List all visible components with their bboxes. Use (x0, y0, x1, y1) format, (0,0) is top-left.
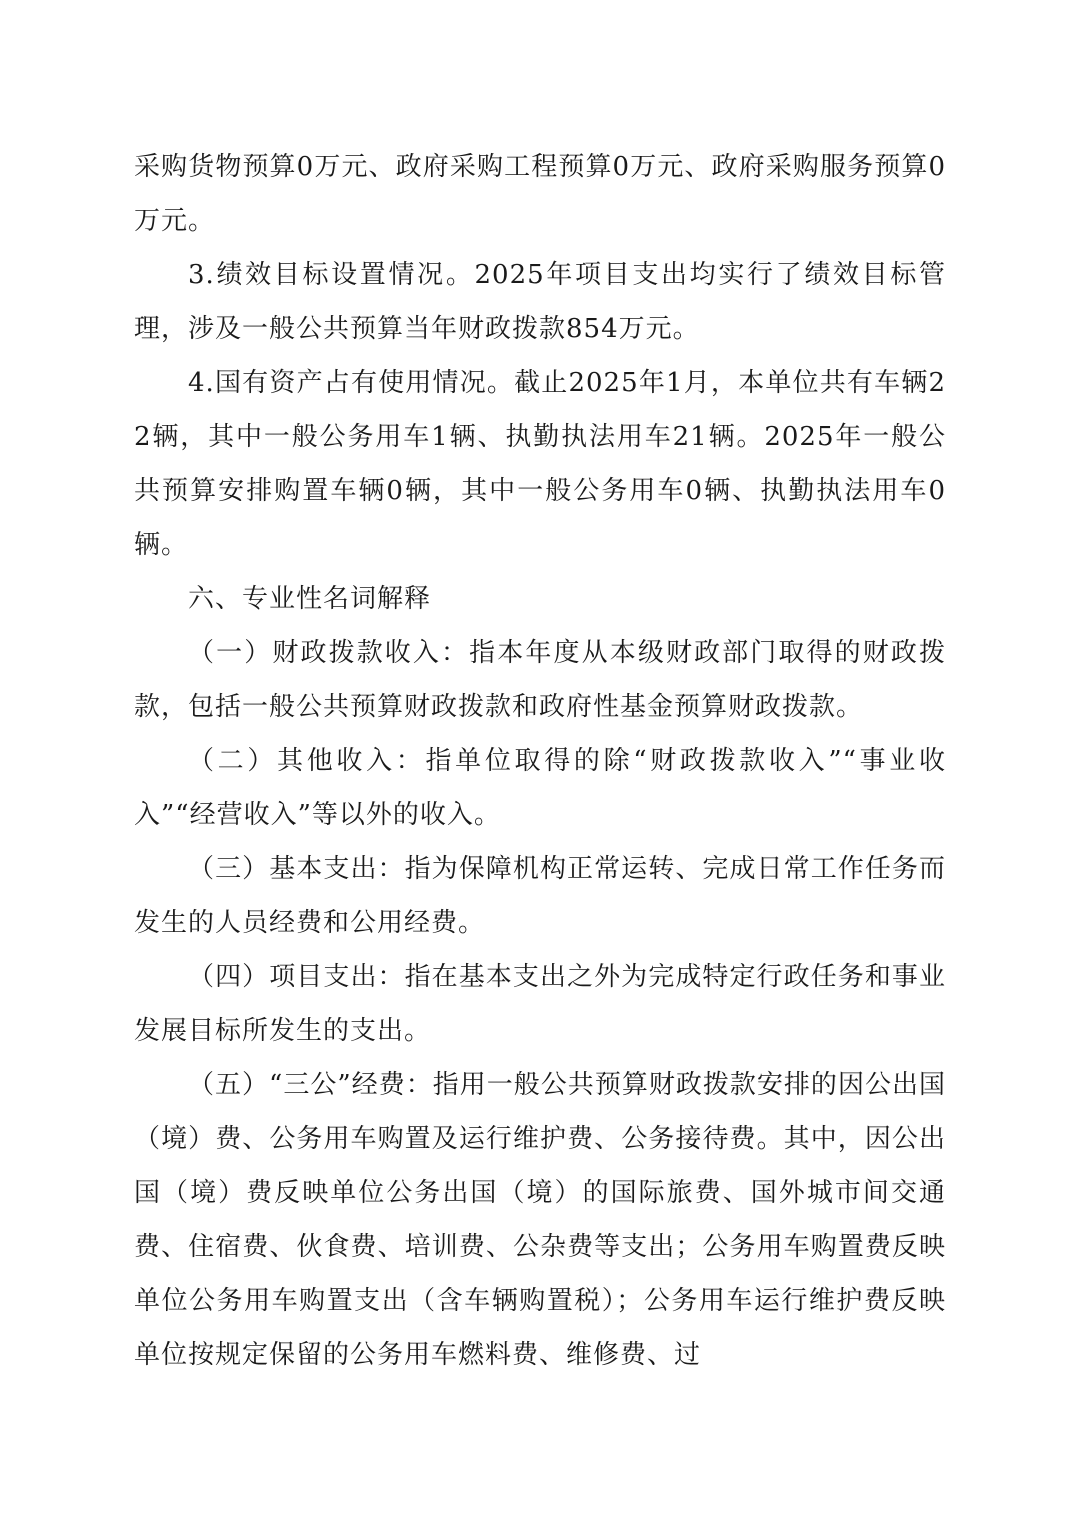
definition-project-expenditure: （四）项目支出：指在基本支出之外为完成特定行政任务和事业发展目标所发生的支出。 (134, 962, 946, 1046)
definition-basic-expenditure: （三）基本支出：指为保障机构正常运转、完成日常工作任务而发生的人员经费和公用经费。 (134, 854, 946, 938)
section-heading-terms: 六、专业性名词解释 (188, 584, 432, 614)
document-body (134, 140, 946, 1382)
paragraph-state-assets: 4.国有资产占有使用情况。截止2025年1月，本单位共有车辆22辆，其中一般公务用车1辆、执勤执法用车21辆。2025年一般公共预算安排购置车辆0辆，其中一般公务用车0辆、执勤执法用车0辆。 (134, 368, 946, 560)
paragraph-performance-targets: 3.绩效目标设置情况。2025年项目支出均实行了绩效目标管理，涉及一般公共预算当年财政拨款854万元。 (134, 260, 946, 344)
definition-fiscal-appropriation-income: （一）财政拨款收入：指本年度从本级财政部门取得的财政拨款，包括一般公共预算财政拨款和政府性基金预算财政拨款。 (134, 638, 946, 722)
definition-other-income: （二）其他收入：指单位取得的除“财政拨款收入”“事业收入”“经营收入”等以外的收入。 (134, 746, 946, 830)
definition-three-public-expenses: （五）“三公”经费：指用一般公共预算财政拨款安排的因公出国（境）费、公务用车购置及运行维护费、公务接待费。其中，因公出国（境）费反映单位公务出国（境）的国际旅费、国外城市间交通费、住宿费、伙食费、培训费、公杂费等支出；公务用车购置费反映单位公务用车购置支出（含车辆购置税）；公务用车运行维护费反映单位按规定保留的公务用车燃料费、维修费、过 (134, 1070, 946, 1370)
paragraph-procurement-budget: 采购货物预算0万元、政府采购工程预算0万元、政府采购服务预算0万元。 (134, 152, 946, 236)
